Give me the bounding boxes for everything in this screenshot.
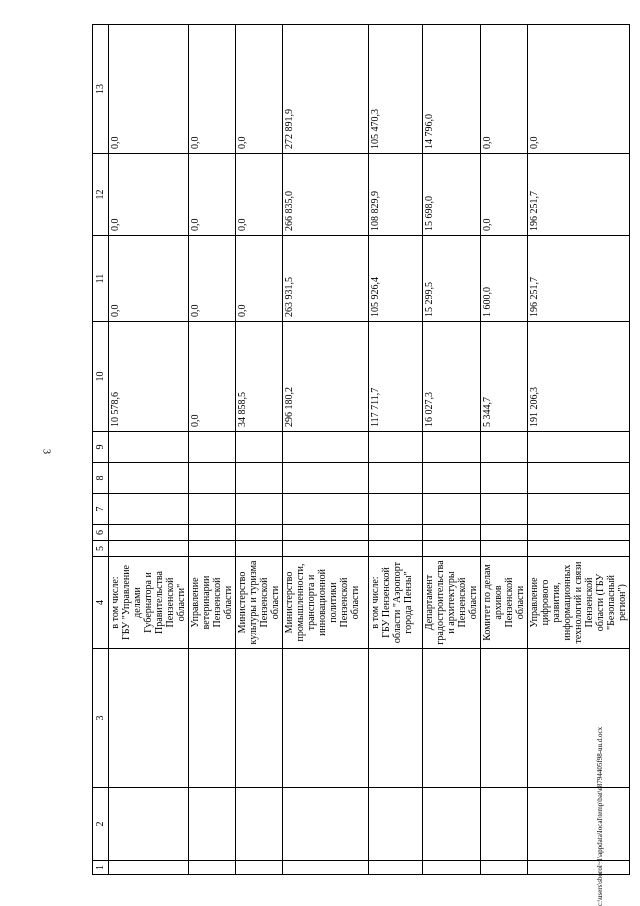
empty-cell (369, 494, 423, 525)
value-cell-col-10: 191 206,3 (528, 322, 630, 432)
empty-cell (481, 649, 528, 788)
value-cell-col-13: 0,0 (236, 25, 283, 154)
value-cell-col-12: 0,0 (236, 154, 283, 236)
column-header: 1 (93, 861, 109, 875)
empty-cell (236, 788, 283, 861)
column-header: 3 (93, 649, 109, 788)
column-header: 6 (93, 525, 109, 541)
empty-cell (528, 788, 630, 861)
value-cell-col-10: 117 711,7 (369, 322, 423, 432)
value-cell-col-13: 0,0 (481, 25, 528, 154)
row-name-cell: Управление цифрового развития, информационных технологий и связи Пензенской области (ГБУ "Безопасный регион") (528, 557, 630, 649)
empty-cell (283, 525, 369, 541)
table-body (109, 25, 630, 875)
empty-cell (109, 649, 189, 788)
empty-cell (369, 525, 423, 541)
value-cell-col-12: 0,0 (109, 154, 189, 236)
empty-cell (528, 525, 630, 541)
rotated-table-container (92, 25, 628, 875)
empty-cell (481, 541, 528, 557)
value-cell-col-13: 272 891,9 (283, 25, 369, 154)
value-cell-col-10: 16 027,3 (423, 322, 481, 432)
empty-cell (236, 649, 283, 788)
column-header: 8 (93, 463, 109, 494)
empty-cell (369, 463, 423, 494)
empty-cell (481, 861, 528, 875)
empty-cell (481, 463, 528, 494)
empty-cell (423, 788, 481, 861)
column-header: 7 (93, 494, 109, 525)
value-cell-col-11: 1 600,0 (481, 236, 528, 322)
empty-cell (423, 463, 481, 494)
empty-cell (369, 541, 423, 557)
empty-cell (283, 494, 369, 525)
empty-cell (109, 541, 189, 557)
column-header: 13 (93, 25, 109, 154)
empty-cell (189, 463, 236, 494)
value-cell-col-12: 108 829,9 (369, 154, 423, 236)
empty-cell (109, 525, 189, 541)
table-row (481, 25, 528, 875)
budget-table (92, 24, 630, 875)
value-cell-col-11: 105 926,4 (369, 236, 423, 322)
column-header: 9 (93, 432, 109, 463)
row-name-cell: Управление ветеринарии Пензенской области (189, 557, 236, 649)
value-cell-col-10: 10 578,6 (109, 322, 189, 432)
row-name-cell: в том числе: ГБУ Пензенской области "Аэропорт города Пензы" (369, 557, 423, 649)
empty-cell (283, 432, 369, 463)
empty-cell (236, 463, 283, 494)
empty-cell (481, 788, 528, 861)
empty-cell (423, 861, 481, 875)
table-row (369, 25, 423, 875)
page-number: 3 (40, 449, 52, 454)
empty-cell (528, 494, 630, 525)
row-name-cell: Департамент градостроительства и архитектуры Пензенской области (423, 557, 481, 649)
value-cell-col-11: 196 251,7 (528, 236, 630, 322)
column-header: 12 (93, 154, 109, 236)
empty-cell (189, 494, 236, 525)
value-cell-col-13: 0,0 (109, 25, 189, 154)
value-cell-col-12: 0,0 (481, 154, 528, 236)
empty-cell (423, 649, 481, 788)
row-name-cell: в том числе: ГБУ "Управление делами Губернатора и Правительства Пензенской области" (109, 557, 189, 649)
column-header: 11 (93, 236, 109, 322)
empty-cell (528, 861, 630, 875)
empty-cell (369, 788, 423, 861)
value-cell-col-13: 0,0 (189, 25, 236, 154)
empty-cell (423, 432, 481, 463)
value-cell-col-12: 0,0 (189, 154, 236, 236)
empty-cell (423, 494, 481, 525)
column-header: 5 (93, 541, 109, 557)
table-row (236, 25, 283, 875)
value-cell-col-10: 0,0 (189, 322, 236, 432)
value-cell-col-13: 105 470,3 (369, 25, 423, 154)
empty-cell (369, 861, 423, 875)
empty-cell (189, 525, 236, 541)
value-cell-col-10: 296 180,2 (283, 322, 369, 432)
empty-cell (283, 649, 369, 788)
value-cell-col-11: 0,0 (109, 236, 189, 322)
table-row (528, 25, 630, 875)
column-header: 10 (93, 322, 109, 432)
empty-cell (481, 494, 528, 525)
empty-cell (423, 525, 481, 541)
empty-cell (528, 463, 630, 494)
table-row (109, 25, 189, 875)
empty-cell (109, 788, 189, 861)
empty-cell (189, 861, 236, 875)
table-row (189, 25, 236, 875)
empty-cell (189, 649, 236, 788)
value-cell-col-11: 263 931,5 (283, 236, 369, 322)
value-cell-col-12: 266 835,0 (283, 154, 369, 236)
empty-cell (236, 541, 283, 557)
value-cell-col-13: 14 796,0 (423, 25, 481, 154)
value-cell-col-11: 15 299,5 (423, 236, 481, 322)
empty-cell (528, 541, 630, 557)
row-name-cell: Министерство культуры и туризма Пензенской области (236, 557, 283, 649)
empty-cell (236, 432, 283, 463)
value-cell-col-12: 15 698,0 (423, 154, 481, 236)
empty-cell (236, 525, 283, 541)
empty-cell (528, 432, 630, 463)
row-name-cell: Комитет по делам архивов Пензенской области (481, 557, 528, 649)
empty-cell (236, 861, 283, 875)
value-cell-col-10: 5 344,7 (481, 322, 528, 432)
empty-cell (109, 463, 189, 494)
empty-cell (236, 494, 283, 525)
header-row (93, 25, 109, 875)
empty-cell (481, 432, 528, 463)
value-cell-col-10: 34 858,5 (236, 322, 283, 432)
empty-cell (189, 788, 236, 861)
empty-cell (528, 649, 630, 788)
value-cell-col-11: 0,0 (236, 236, 283, 322)
empty-cell (283, 463, 369, 494)
value-cell-col-12: 196 251,7 (528, 154, 630, 236)
empty-cell (283, 788, 369, 861)
column-header: 2 (93, 788, 109, 861)
empty-cell (283, 541, 369, 557)
empty-cell (369, 649, 423, 788)
empty-cell (109, 861, 189, 875)
row-name-cell: Министерство промышленности, транспорта и инновационной политики Пензенской области (283, 557, 369, 649)
table-row (423, 25, 481, 875)
table-row (283, 25, 369, 875)
empty-cell (283, 861, 369, 875)
empty-cell (189, 541, 236, 557)
empty-cell (189, 432, 236, 463)
value-cell-col-13: 0,0 (528, 25, 630, 154)
column-header: 4 (93, 557, 109, 649)
empty-cell (423, 541, 481, 557)
empty-cell (109, 494, 189, 525)
value-cell-col-11: 0,0 (189, 236, 236, 322)
empty-cell (369, 432, 423, 463)
empty-cell (481, 525, 528, 541)
empty-cell (109, 432, 189, 463)
footer-file-path: c:\users\sborol~1\appdata\local\temp\bat\e8794405f98-uu.d.ocx (596, 726, 604, 906)
